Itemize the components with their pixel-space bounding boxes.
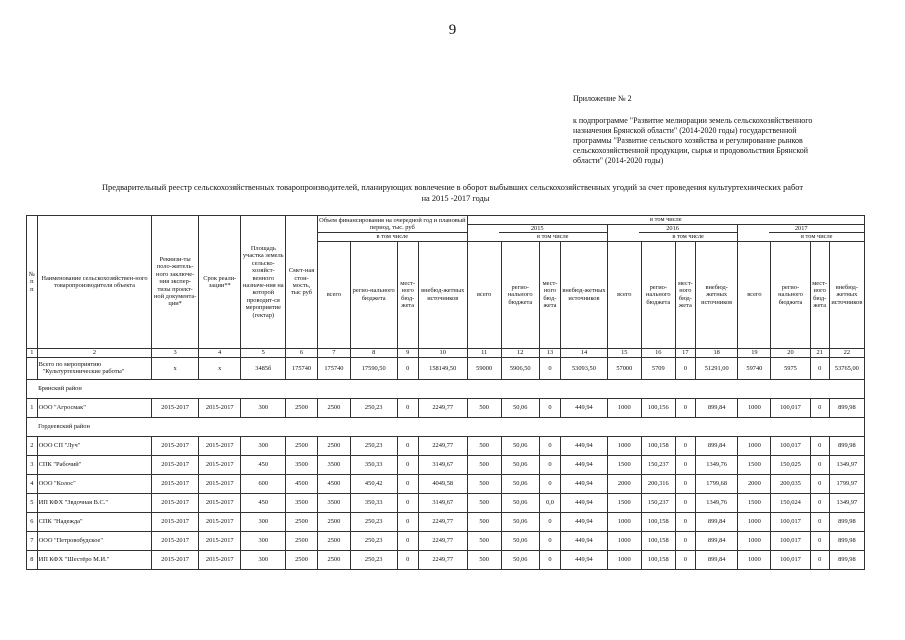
table-cell: 250,23 — [350, 512, 397, 531]
table-cell: 100,156 — [641, 398, 675, 417]
total-cell: 59740 — [738, 357, 771, 379]
district-row — [27, 379, 865, 398]
table-row — [27, 512, 865, 531]
table-cell: 1500 — [607, 493, 641, 512]
table-cell: 2015-2017 — [199, 474, 241, 493]
header-local-2016: мест-ного бюд-жета — [675, 241, 695, 348]
total-cell: 0 — [539, 357, 560, 379]
table-cell: 449,94 — [561, 474, 608, 493]
header-name: Наименование сельскохозяйствен-ного товаропроизводителя объекта — [37, 216, 152, 349]
table-cell: 50,06 — [501, 474, 539, 493]
header-offbudget: внебюд-жетных источников — [418, 241, 467, 348]
table-cell: 2015-2017 — [199, 398, 241, 417]
table-cell: 50,06 — [501, 531, 539, 550]
header-total: всего — [317, 241, 350, 348]
page-number: 9 — [448, 22, 457, 38]
table-cell: 2500 — [286, 512, 318, 531]
table-cell: 0 — [397, 550, 418, 569]
table-cell: 899,84 — [695, 550, 737, 569]
table-cell: 1500 — [607, 455, 641, 474]
table-cell: 100,158 — [641, 436, 675, 455]
table-cell: 8 — [27, 550, 38, 569]
table-cell: 350,33 — [350, 493, 397, 512]
table-cell: 1349,97 — [829, 493, 864, 512]
total-name — [37, 357, 152, 379]
total-cell: x — [199, 357, 241, 379]
total-cell: 0 — [675, 357, 695, 379]
appendix-title: Приложение № 2 — [573, 94, 632, 103]
table-row — [27, 550, 865, 569]
table-cell: 0 — [397, 455, 418, 474]
column-number: 5 — [241, 348, 286, 357]
table-cell: 3149,67 — [418, 455, 467, 474]
total-cell: 53765,00 — [829, 357, 864, 379]
table-cell: 3 — [27, 455, 38, 474]
table-cell: 0 — [539, 398, 560, 417]
appendix-block — [573, 94, 873, 166]
table-cell: 1000 — [607, 398, 641, 417]
table-cell: 1000 — [738, 550, 771, 569]
table-cell: 0 — [810, 493, 829, 512]
table-cell: 2015-2017 — [152, 436, 199, 455]
total-name-line2: "Культуртехнические работы" — [42, 368, 125, 376]
district-title: Гордеевский район — [37, 417, 864, 436]
table-cell: 0 — [397, 398, 418, 417]
table-cell: 449,94 — [561, 512, 608, 531]
header-regional-2017: регио-нального бюджета — [771, 241, 810, 348]
register-body — [27, 348, 865, 569]
column-number: 16 — [641, 348, 675, 357]
table-cell: 2500 — [286, 531, 318, 550]
header-regional-2015: регио-нального бюджета — [501, 241, 539, 348]
column-number: 8 — [350, 348, 397, 357]
table-cell: 250,23 — [350, 531, 397, 550]
producer-name: ООО СП "Луч" — [37, 436, 152, 455]
header-finance — [317, 216, 467, 242]
table-cell: 4049,58 — [418, 474, 467, 493]
table-cell: 100,017 — [771, 531, 810, 550]
header-year-2015 — [467, 225, 607, 242]
table-cell: 150,025 — [771, 455, 810, 474]
producer-name: ООО "Агросмак" — [37, 398, 152, 417]
table-cell: 2015-2017 — [152, 512, 199, 531]
table-row — [27, 436, 865, 455]
table-cell: 4500 — [317, 474, 350, 493]
table-cell: 1000 — [738, 531, 771, 550]
table-cell: 200,035 — [771, 474, 810, 493]
table-cell: 150,024 — [771, 493, 810, 512]
table-cell: 4 — [27, 474, 38, 493]
table-cell: 899,84 — [695, 436, 737, 455]
table-cell: 100,017 — [771, 550, 810, 569]
header-finance-title: Объем финансирования на очередной год и плановый период, тыс. руб — [319, 216, 466, 232]
register-table — [26, 215, 865, 570]
table-cell: 2500 — [286, 550, 318, 569]
table-cell: 0 — [810, 512, 829, 531]
table-cell: 0 — [675, 550, 695, 569]
appendix-line: области" (2014-2020 годы) — [573, 156, 664, 165]
table-cell: 0 — [397, 436, 418, 455]
producer-name: СПК "Надежда" — [37, 512, 152, 531]
table-cell: 0 — [675, 398, 695, 417]
table-cell: 5 — [27, 493, 38, 512]
table-row — [27, 531, 865, 550]
table-cell: 3500 — [317, 455, 350, 474]
table-cell: 3149,67 — [418, 493, 467, 512]
table-cell: 2500 — [317, 398, 350, 417]
table-cell: 0 — [539, 550, 560, 569]
table-cell: 50,06 — [501, 493, 539, 512]
table-cell: 0 — [539, 436, 560, 455]
table-cell: 2015-2017 — [199, 455, 241, 474]
header-cost: Смет-ная стои-мость, тыс руб — [286, 216, 318, 349]
table-cell: 1000 — [607, 550, 641, 569]
table-cell: 50,06 — [501, 398, 539, 417]
column-number: 22 — [829, 348, 864, 357]
table-cell: 600 — [241, 474, 286, 493]
appendix-line: к подпрограмме "Развитие мелиорации земель сельскохозяйственного — [573, 116, 813, 125]
caption-main: Предварительный реестр сельскохозяйственных товаропроизводителей, планирующих вовлечение в оборот выбывших сельскохозяйственных угодий за счет проведения культуртехнических работ — [101, 183, 803, 192]
column-number: 14 — [561, 348, 608, 357]
table-cell: 899,98 — [829, 436, 864, 455]
table-cell: 2015-2017 — [199, 531, 241, 550]
year-2015-incl: в том числе — [499, 232, 607, 240]
table-cell: 0 — [675, 493, 695, 512]
table-cell: 50,06 — [501, 436, 539, 455]
column-number: 7 — [317, 348, 350, 357]
total-cell: 175740 — [286, 357, 318, 379]
table-cell: 250,23 — [350, 398, 397, 417]
table-cell: 1000 — [738, 436, 771, 455]
table-cell: 0 — [539, 512, 560, 531]
table-cell: 100,158 — [641, 531, 675, 550]
table-cell: 450 — [241, 455, 286, 474]
table-cell: 7 — [27, 531, 38, 550]
year-2017-incl: в том числе — [769, 232, 864, 240]
table-cell: 300 — [241, 512, 286, 531]
total-cell: 5709 — [641, 357, 675, 379]
table-cell: 300 — [241, 398, 286, 417]
column-number: 18 — [695, 348, 737, 357]
table-cell: 2249,77 — [418, 512, 467, 531]
table-row — [27, 455, 865, 474]
table-cell: 3500 — [286, 455, 318, 474]
table-cell: 3500 — [286, 493, 318, 512]
total-cell: 0 — [397, 357, 418, 379]
column-number: 10 — [418, 348, 467, 357]
table-cell: 3500 — [317, 493, 350, 512]
table-cell: 500 — [467, 512, 501, 531]
column-number: 20 — [771, 348, 810, 357]
table-cell: 2015-2017 — [199, 512, 241, 531]
table-cell: 0 — [810, 531, 829, 550]
table-cell: 1500 — [738, 455, 771, 474]
header-incl-top: в том числе — [467, 216, 864, 225]
table-cell: 2015-2017 — [199, 436, 241, 455]
total-cell: 53093,50 — [561, 357, 608, 379]
column-number-row — [27, 348, 865, 357]
header-total-2016: всего — [607, 241, 641, 348]
column-number: 11 — [467, 348, 501, 357]
table-cell: 100,017 — [771, 398, 810, 417]
header-term: Срок реали-зации** — [199, 216, 241, 349]
total-cell: 17590,50 — [350, 357, 397, 379]
header-local: мест-ного бюд-жета — [397, 241, 418, 348]
total-cell: 0 — [810, 357, 829, 379]
table-cell: 2015-2017 — [199, 550, 241, 569]
table-cell: 100,158 — [641, 550, 675, 569]
table-cell: 1349,76 — [695, 493, 737, 512]
table-cell: 500 — [467, 493, 501, 512]
table-cell: 2249,77 — [418, 436, 467, 455]
table-row — [27, 493, 865, 512]
table-cell: 899,84 — [695, 531, 737, 550]
table-cell: 250,23 — [350, 550, 397, 569]
table-cell: 200,316 — [641, 474, 675, 493]
table-cell: 1349,97 — [829, 455, 864, 474]
column-number: 15 — [607, 348, 641, 357]
producer-name: ООО "Колос" — [37, 474, 152, 493]
table-cell: 449,94 — [561, 550, 608, 569]
header-num: № п п — [27, 216, 38, 349]
table-cell: 2 — [27, 436, 38, 455]
column-number: 17 — [675, 348, 695, 357]
header-expertise: Реквизи-ты поло-житель-ного заключе-ния экспер-тизы проект-ной документа-ции* — [152, 216, 199, 349]
table-cell: 2000 — [738, 474, 771, 493]
table-cell: 899,84 — [695, 512, 737, 531]
table-cell: 0 — [810, 550, 829, 569]
table-cell: 450,42 — [350, 474, 397, 493]
total-name-line1: Всего по мероприятию — [38, 360, 102, 368]
table-cell: 2500 — [317, 531, 350, 550]
table-cell: 1000 — [607, 512, 641, 531]
column-number: 3 — [152, 348, 199, 357]
table-cell: 899,98 — [829, 531, 864, 550]
header-total-2015: всего — [467, 241, 501, 348]
column-number: 12 — [501, 348, 539, 357]
total-num — [27, 357, 38, 379]
table-cell: 500 — [467, 550, 501, 569]
header-year-2016 — [607, 225, 738, 242]
appendix-line: программы "Развитие сельского хозяйства и регулирование рынков — [573, 136, 803, 145]
table-cell: 50,06 — [501, 550, 539, 569]
table-cell: 0 — [397, 512, 418, 531]
year-2017-label: 2017 — [794, 225, 808, 232]
table-cell: 0 — [810, 398, 829, 417]
header-year-2017 — [738, 225, 865, 242]
table-row — [27, 398, 865, 417]
table-row — [27, 474, 865, 493]
year-2016-incl: в том числе — [639, 232, 738, 240]
table-cell: 1500 — [738, 493, 771, 512]
table-cell: 2000 — [607, 474, 641, 493]
register-caption — [0, 182, 905, 204]
table-cell: 449,94 — [561, 436, 608, 455]
table-cell: 0 — [810, 455, 829, 474]
total-cell: 51291,00 — [695, 357, 737, 379]
table-cell: 449,94 — [561, 455, 608, 474]
table-cell: 0 — [539, 474, 560, 493]
column-number: 6 — [286, 348, 318, 357]
table-cell: 2500 — [286, 398, 318, 417]
table-cell: 0 — [539, 455, 560, 474]
table-cell: 350,33 — [350, 455, 397, 474]
header-total-2017: всего — [738, 241, 771, 348]
table-cell: 2500 — [286, 436, 318, 455]
header-regional: регио-нального бюджета — [350, 241, 397, 348]
table-cell: 1349,76 — [695, 455, 737, 474]
table-cell: 0 — [539, 531, 560, 550]
table-cell: 100,017 — [771, 436, 810, 455]
table-cell: 899,98 — [829, 398, 864, 417]
table-cell: 1000 — [607, 531, 641, 550]
district-spacer — [27, 379, 38, 398]
column-number: 13 — [539, 348, 560, 357]
table-cell: 0 — [675, 436, 695, 455]
table-cell: 2249,77 — [418, 398, 467, 417]
table-cell: 2249,77 — [418, 531, 467, 550]
producer-name: ИП КФХ "Звдочная В.С." — [37, 493, 152, 512]
table-cell: 0 — [675, 455, 695, 474]
header-finance-incl: в том числе — [318, 232, 467, 240]
producer-name: СПК "Рабочий" — [37, 455, 152, 474]
table-cell: 6 — [27, 512, 38, 531]
table-cell: 449,94 — [561, 531, 608, 550]
table-cell: 2015-2017 — [152, 531, 199, 550]
total-row — [27, 357, 865, 379]
table-cell: 150,237 — [641, 493, 675, 512]
total-cell: x — [152, 357, 199, 379]
table-cell: 899,98 — [829, 550, 864, 569]
district-title: Брянский район — [37, 379, 864, 398]
table-cell: 150,237 — [641, 455, 675, 474]
table-cell: 0 — [810, 436, 829, 455]
header-regional-2016: регио-нального бюджета — [641, 241, 675, 348]
table-cell: 2500 — [317, 436, 350, 455]
year-2015-label: 2015 — [530, 225, 544, 232]
table-cell: 2015-2017 — [199, 493, 241, 512]
total-cell: 5906,50 — [501, 357, 539, 379]
table-cell: 1000 — [738, 512, 771, 531]
table-cell: 1000 — [607, 436, 641, 455]
year-2016-label: 2016 — [666, 225, 679, 232]
header-offbudget-2016: внебюд-жетных источников — [695, 241, 737, 348]
table-cell: 500 — [467, 474, 501, 493]
table-cell: 500 — [467, 531, 501, 550]
table-cell: 0,0 — [539, 493, 560, 512]
table-cell: 100,158 — [641, 512, 675, 531]
table-cell: 500 — [467, 455, 501, 474]
caption-years: на 2015 -2017 годы — [421, 194, 490, 203]
table-cell: 1 — [27, 398, 38, 417]
table-cell: 0 — [397, 531, 418, 550]
column-number: 4 — [199, 348, 241, 357]
appendix-line: назначения Брянской области" (2014-2020 годы) государственной — [573, 126, 797, 135]
table-cell: 100,017 — [771, 512, 810, 531]
total-cell: 3485б — [241, 357, 286, 379]
table-cell: 0 — [675, 531, 695, 550]
table-cell: 50,06 — [501, 455, 539, 474]
table-cell: 500 — [467, 436, 501, 455]
header-local-2015: мест-ного бюд-жета — [539, 241, 560, 348]
table-cell: 0 — [397, 474, 418, 493]
table-cell: 2500 — [317, 512, 350, 531]
table-cell: 449,94 — [561, 493, 608, 512]
table-cell: 50,06 — [501, 512, 539, 531]
table-cell: 0 — [675, 512, 695, 531]
district-row — [27, 417, 865, 436]
table-cell: 2015-2017 — [152, 398, 199, 417]
column-number: 21 — [810, 348, 829, 357]
table-cell: 1799,97 — [829, 474, 864, 493]
column-number: 19 — [738, 348, 771, 357]
producer-name: ИП КФХ "Шестёрo М.И." — [37, 550, 152, 569]
district-spacer — [27, 417, 38, 436]
table-cell: 899,84 — [695, 398, 737, 417]
table-cell: 300 — [241, 550, 286, 569]
producer-name: ООО "Петровобудское" — [37, 531, 152, 550]
table-cell: 300 — [241, 436, 286, 455]
table-cell: 1000 — [738, 398, 771, 417]
header-area: Площадь участка земель сельско-хозяйст-венного назначе-ния на которой проводит-ся мероприятие (гектар) — [241, 216, 286, 349]
total-cell: 158149,50 — [418, 357, 467, 379]
table-cell: 899,98 — [829, 512, 864, 531]
table-cell: 2500 — [317, 550, 350, 569]
table-cell: 1799,68 — [695, 474, 737, 493]
table-cell: 500 — [467, 398, 501, 417]
total-cell: 59000 — [467, 357, 501, 379]
table-cell: 450 — [241, 493, 286, 512]
table-cell: 2015-2017 — [152, 455, 199, 474]
column-number: 2 — [37, 348, 152, 357]
table-cell: 449,94 — [561, 398, 608, 417]
table-cell: 2015-2017 — [152, 550, 199, 569]
table-cell: 0 — [397, 493, 418, 512]
total-cell: 175740 — [317, 357, 350, 379]
column-number: 9 — [397, 348, 418, 357]
header-offbudget-2015: внебюд-жетных источников — [561, 241, 608, 348]
table-cell: 300 — [241, 531, 286, 550]
table-cell: 2249,77 — [418, 550, 467, 569]
table-cell: 0 — [810, 474, 829, 493]
column-number: 1 — [27, 348, 38, 357]
appendix-line: сельскохозяйственной продукции, сырья и продовольствия Брянской — [573, 146, 809, 155]
total-cell: 5975 — [771, 357, 810, 379]
table-cell: 0 — [675, 474, 695, 493]
total-cell: 57000 — [607, 357, 641, 379]
table-cell: 2015-2017 — [152, 493, 199, 512]
header-local-2017: мест-ного бюд-жета — [810, 241, 829, 348]
header-offbudget-2017: внебюд-жетных источников — [829, 241, 864, 348]
table-cell: 250,23 — [350, 436, 397, 455]
table-cell: 4500 — [286, 474, 318, 493]
table-cell: 2015-2017 — [152, 474, 199, 493]
